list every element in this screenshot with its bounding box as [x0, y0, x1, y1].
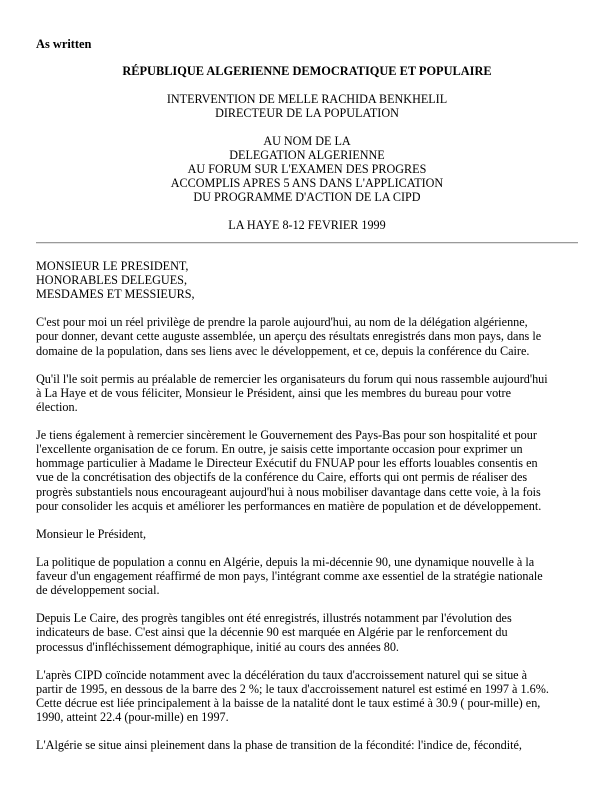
as-written-label: As written: [36, 37, 92, 51]
paragraph-line: Monsieur le Président,: [36, 526, 147, 541]
delegation-line-4: ACCOMPLIS APRES 5 ANS DANS L'APPLICATION: [170, 176, 444, 191]
paragraph-line: pour donner, devant cette auguste assemblée, un aperçu des résultats enregistrés dans mon pays, dans le: [36, 329, 542, 344]
paragraph-fertility: [36, 738, 580, 752]
paragraph-line: progrès substantiels nous encourageant aujourd'hui à nous mobiliser davantage dans cette voie, à la fois: [36, 484, 541, 499]
paragraph-line: l'excellente organisation de ce forum. En outre, je saisis cette importante occasion pour exprimer un: [36, 442, 523, 457]
horizontal-rule: [36, 242, 578, 244]
paragraph-line: faveur d'un engagement réaffirmé de mon pays, l'intégrant comme axe essentiel de la stratégie nationale: [36, 569, 543, 584]
paragraph-thanks-netherlands: [36, 428, 580, 513]
delegation-line-2: DELEGATION ALGERIENNE: [229, 148, 385, 163]
paragraph-line: domaine de la population, dans ses liens avec le développement, et ce, depuis la conférence du Caire.: [36, 343, 530, 358]
delegation-line-5: DU PROGRAMME D'ACTION DE LA CIPD: [193, 190, 421, 205]
intervention-heading: [36, 92, 578, 120]
paragraph-progress: [36, 611, 580, 653]
paragraph-thanks-organisers: [36, 372, 580, 414]
delegation-line-3: AU FORUM SUR L'EXAMEN DES PROGRES: [187, 162, 427, 177]
paragraph-line: de développement social.: [36, 583, 160, 598]
salutation-line-1: MONSIEUR LE PRESIDENT,: [36, 259, 189, 273]
paragraph-line: C'est pour moi un réel privilège de prendre la parole aujourd'hui, au nom de la délégation algérienne,: [36, 315, 528, 330]
paragraph-line: processus d'infléchissement démographique, initié au cours des années 80.: [36, 639, 399, 654]
event-date: [36, 218, 578, 232]
paragraph-line: 1990, atteint 22.4 (pour-mille) en 1997.: [36, 710, 229, 724]
paragraph-address: [36, 527, 580, 541]
paragraph-population-policy: [36, 555, 580, 597]
speech-body: [36, 259, 580, 766]
date-line: LA HAYE 8-12 FEVRIER 1999: [228, 218, 386, 232]
salutation-line-2: HONORABLES DELEGUES,: [36, 273, 187, 288]
paragraph-line: Cette décrue est liée principalement à la baisse de la natalité dont le taux estimé à 30.9 ( pour-mille) en,: [36, 695, 541, 710]
document-title: [36, 64, 578, 78]
paragraph-line: vue de la concrétisation des objectifs de la conférence du Caire, efforts qui ont permis de réaliser des: [36, 470, 528, 485]
paragraph-line: Depuis Le Caire, des progrès tangibles ont été enregistrés, illustrés notamment par l'évolution des: [36, 611, 512, 626]
delegation-heading: [36, 134, 578, 204]
paragraph-growth-rate: [36, 668, 580, 724]
paragraph-opening: [36, 315, 580, 357]
salutation-line-3: MESDAMES ET MESSIEURS,: [36, 287, 195, 302]
delegation-line-1: AU NOM DE LA: [263, 134, 351, 148]
paragraph-line: hommage particulier à Madame le Directeur Exécutif du FNUAP pour les efforts louables consentis en: [36, 456, 538, 471]
title-line: RÉPUBLIQUE ALGERIENNE DEMOCRATIQUE ET POPULAIRE: [122, 64, 492, 78]
paragraph-line: La politique de population a connu en Algérie, depuis la mi-décennie 90, une dynamique nouvelle à la: [36, 554, 535, 569]
intervention-line-2: DIRECTEUR DE LA POPULATION: [215, 106, 399, 121]
paragraph-line: L'après CIPD coïncide notamment avec la décélération du taux d'accroissement naturel qui se situe à: [36, 667, 528, 682]
intervention-line-1: INTERVENTION DE MELLE RACHIDA BENKHELIL: [166, 92, 448, 106]
paragraph-line: partir de 1995, en dessous de la barre des 2 %; le taux d'accroissement naturel est estimé en 1997 à 1.6%.: [36, 681, 549, 696]
paragraph-line: Qu'il l'le soit permis au préalable de remercier les organisateurs du forum qui nous rassemble aujourd'hui: [36, 371, 548, 386]
paragraph-line: pour consolider les acquis et améliorer les performances en matière de population et de développement.: [36, 498, 542, 513]
salutation: [36, 259, 580, 301]
paragraph-line: à La Haye et de vous féliciter, Monsieur le Président, ainsi que les membres du bureau pour votre: [36, 385, 512, 400]
paragraph-line: élection.: [36, 399, 78, 414]
paragraph-line: Je tiens également à remercier sincèrement le Gouvernement des Pays-Bas pour son hospitalité et pour: [36, 428, 537, 443]
paragraph-line: indicateurs de base. C'est ainsi que la décennie 90 est marquée en Algérie par le renforcement du: [36, 625, 508, 640]
paragraph-line: L'Algérie se situe ainsi pleinement dans la phase de transition de la fécondité: l'indice de, fécondité,: [36, 738, 522, 753]
